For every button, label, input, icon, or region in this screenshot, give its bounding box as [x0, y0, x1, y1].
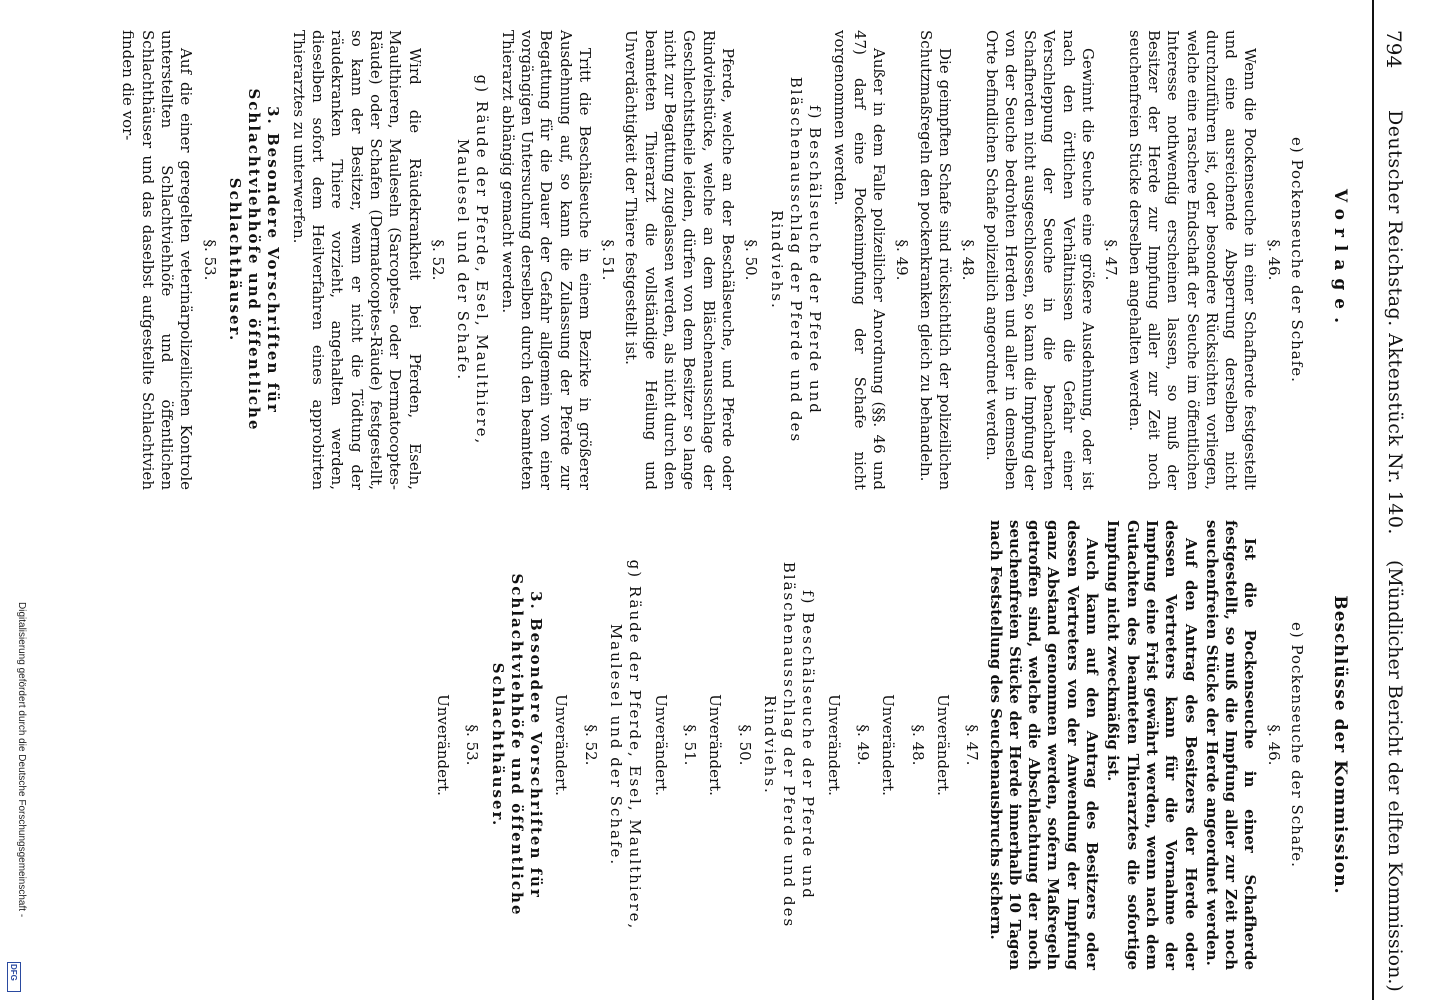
left-section-f: f) Beschälseuche der Pferde und Bläschenausschlag der Pferde und des Rindviehs. [767, 76, 825, 444]
left-p53-label: §. 53. [200, 239, 219, 281]
right-section-g: g) Räude der Pferde, Esel, Maulthiere, Maulesel und der Schafe. [607, 559, 645, 931]
right-p48-label: §. 48. [908, 724, 927, 766]
left-p50-label: §. 50. [742, 239, 761, 281]
left-section-3: 3. Besondere Vorschriften für Schlachtviehhöfe und öffentliche Schlachthäuser. [225, 88, 283, 432]
left-p51-label: §. 51. [599, 239, 618, 281]
right-p46-label: §. 46. [1264, 724, 1283, 766]
right-p49-text: Unverändert. [824, 694, 843, 796]
right-p53-label: §. 53. [463, 724, 482, 766]
right-column [427, 520, 1314, 970]
header-left-title: Deutscher Reichstag. Aktenstück Nr. 140. [1384, 110, 1406, 535]
right-p51-text: Unverändert. [651, 694, 670, 796]
right-p52-label: §. 52. [581, 724, 600, 766]
right-p47-label: §. 47. [963, 724, 982, 766]
digitization-credit [1, 602, 27, 992]
left-p47-label: §. 47. [1102, 239, 1121, 281]
left-section-g: g) Räude der Pferde, Esel, Maulthiere, Maulesel und der Schafe. [454, 74, 492, 446]
left-p49-text: Außer in dem Falle polizeilicher Anordnung (§§. 46 und 47) darf eine Pockenimpfung der Schafe nicht vorgenommen werden. [831, 30, 889, 490]
right-p52-text: Unverändert. [552, 694, 571, 796]
left-p46-label: §. 46. [1264, 239, 1283, 281]
page-header [1364, 0, 1414, 1000]
dfg-logo-text: DFG [9, 964, 18, 981]
left-column-title: Vorlage. [1330, 188, 1350, 332]
digitization-credit-text: Digitalisierung gefördert durch die Deutsche Forschungsgemeinschaft - [16, 602, 27, 918]
right-p50-text: Unverändert. [706, 694, 725, 796]
right-p46-text3: Auch kann auf den Antrag des Besitzers oder dessen Vertreters von der Anwendung der Impfung ganz Abstand genommen werden, sofern Maßregeln getroffen sind, welche die Abschlachtung der noch seuchenfreien Stücke der Herde innerhalb 10 Tagen nach Feststellung des Seuchenausbruchs sichern. [986, 520, 1102, 970]
left-p48-label: §. 48. [959, 239, 978, 281]
right-p46-text2: Auf den Antrag des Besitzers der Herde oder dessen Vertreters kann für die Vornahme der Impfung eine Frist gewährt werden, wenn nach dem Gutachten des beamteten Thierarztes die sofortige Impfung nicht zweckmäßig ist. [1104, 520, 1200, 970]
right-p46-text: Ist die Pockenseuche in einer Schafherde festgestellt, so muß die Impfung aller zur Zeit noch seuchenfreien Stücke der Herde angeordnet werden. [1202, 520, 1260, 970]
header-rule [1372, 0, 1374, 1000]
left-column [116, 30, 1314, 490]
right-p49-label: §. 49. [854, 724, 873, 766]
left-p51-text: Tritt die Beschälseuche in einem Bezirke in größerer Ausdehnung auf, so kann die Zulassung der Pferde zur Begattung für die Dauer der Gefahr allgemein von einer vorgängigen Untersuchung derselben durch den beamteten Thierarzt abhängig gemacht werden. [498, 30, 594, 490]
header-right-title: (Mündlicher Bericht der elften Kommission.) [1384, 560, 1406, 992]
right-p48-text: Unverändert. [879, 694, 898, 796]
right-p47-text: Unverändert. [933, 694, 952, 796]
right-p51-label: §. 51. [680, 724, 699, 766]
right-section-3: 3. Besondere Vorschriften für Schlachtviehhöfe und öffentliche Schlachthäuser. [488, 573, 546, 917]
right-section-f: f) Beschälseuche der Pferde und Bläschenausschlag der Pferde und des Rindviehs. [760, 561, 818, 929]
right-p53-text: Unverändert. [434, 694, 453, 796]
left-p52-label: §. 52. [428, 239, 447, 281]
left-p49-label: §. 49. [893, 239, 912, 281]
right-section-e: e) Pockenseuche der Schafe. [1288, 622, 1306, 868]
left-p52-text: Wird die Räudekrankheit bei Pferden, Eseln, Maulthieren, Mauleseln (Sarcoptes- oder Dermatocoptes-Räude) oder Schafen (Dermatocoptes-Räude) festgestellt, so kann der Besitzer, wenn er nicht die Tödtung der räudekranken Thiere vorzieht, angehalten werden, dieselben sofort dem Heilverfahren eines approbirten Thierarztes zu unterwerfen. [289, 30, 424, 490]
right-p50-label: §. 50. [735, 724, 754, 766]
page-number: 794 [1382, 30, 1406, 69]
left-section-e: e) Pockenseuche der Schafe. [1288, 137, 1306, 383]
dfg-logo [7, 962, 21, 992]
left-p46-text: Wenn die Pockenseuche in einer Schafherde festgestellt und eine ausreichende Absperrung derselben nicht durchzuführen ist, oder besondere Rücksichten vorliegen, welche eine raschere Endschaft der Seuche im öffentlichen Interesse nothwendig erscheinen lassen, so muß der Besitzer der Herde zur Impfung aller zur Zeit noch seuchenfreien Stücke derselben angehalten werden. [1125, 30, 1260, 490]
left-p47-text: Gewinnt die Seuche eine größere Ausdehnung, oder ist nach den örtlichen Verhältnissen die Gefahr einer Verschleppung der Seuche in die benachbarten Schafherden nicht ausgeschlossen, so kann die Impfung der von der Seuche bedrohten Herden und aller in demselben Orte befindlichen Schafe polizeilich angeordnet werden. [982, 30, 1098, 490]
left-p53-text: Auf die einer geregelten veterinärpolizeilichen Kontrole unterstellten Schlachtviehhöfe und öffentlichen Schlachthäuser und das daselbst aufgestellte Schlachtvieh finden die vor- [119, 30, 196, 490]
right-column-title: Beschlüsse der Kommission. [1330, 595, 1350, 895]
left-p50-text: Pferde, welche an der Beschälseuche, und Pferde oder Rindviehstücke, welche an dem Bläschenausschlage der Geschlechtstheile leiden, dürfen von dem Besitzer so lange nicht zur Begattung zugelassen werden, als nicht durch den beamteten Thierarzt die vollständige Heilung und Unverdächtigkeit der Thiere festgestellt ist. [622, 30, 737, 490]
left-p48-text: Die geimpften Schafe sind rücksichtlich der polizeilichen Schutzmaßregeln den pockenkranken gleich zu behandeln. [916, 30, 954, 490]
